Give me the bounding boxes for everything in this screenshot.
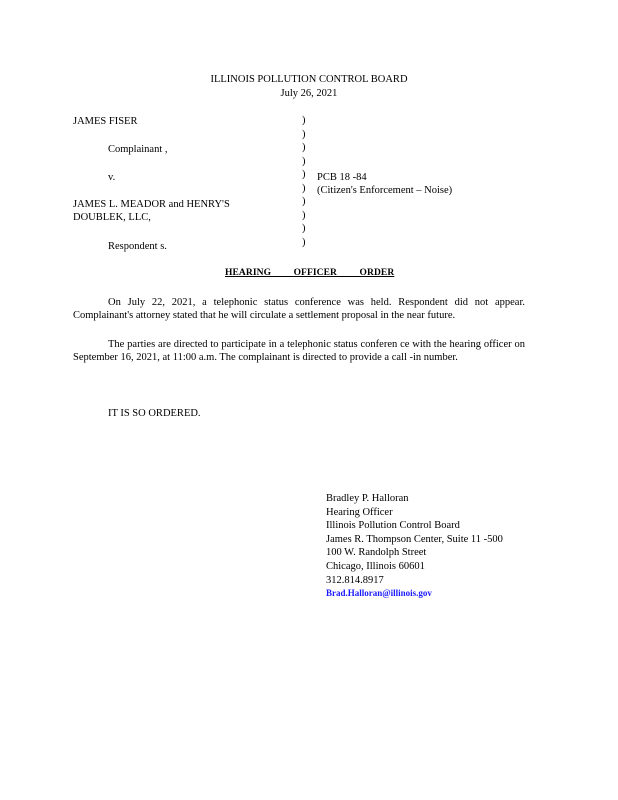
- signer-building: James R. Thompson Center, Suite 11 -500: [326, 533, 503, 545]
- signature-block: [326, 492, 503, 601]
- signer-title: Hearing Officer: [326, 506, 393, 518]
- signer-organization: Illinois Pollution Control Board: [326, 520, 460, 532]
- order-date: July 26, 2021: [280, 88, 338, 99]
- complainant-label: Complainant ,: [108, 144, 168, 155]
- respondent-name-line2: DOUBLEK, LLC,: [73, 212, 151, 223]
- paren-mark: ): [302, 142, 306, 153]
- versus-label: v.: [108, 172, 116, 183]
- case-description: (Citizen's Enforcement – Noise): [317, 185, 453, 196]
- paren-mark: ): [302, 209, 306, 221]
- complainant-name: JAMES FISER: [73, 116, 138, 127]
- signer-email-link[interactable]: Brad.Halloran@illinois.gov: [326, 588, 432, 599]
- paragraph-directive: The parties are directed to participate in a telephonic status conferen ce with the hearing officer on September 16, 2021, at 11:00 a.m. The complainant is directed to provide a call -in number.: [73, 339, 525, 363]
- ordered-statement: IT IS SO ORDERED.: [108, 408, 201, 419]
- signer-name: Bradley P. Halloran: [326, 493, 409, 504]
- paren-mark: ): [302, 169, 306, 180]
- paragraph-status-conference: On July 22, 2021, a telephonic status conference was held. Respondent did not appear. Complainant's attorney stated that he will circulate a settlement proposal in the near future.: [73, 297, 525, 321]
- respondent-name-line1: JAMES L. MEADOR and HENRY'S: [73, 199, 230, 210]
- paren-mark: ): [302, 128, 306, 140]
- signer-street: 100 W. Randolph Street: [326, 547, 427, 559]
- order-title: HEARING OFFICER ORDER: [225, 268, 395, 278]
- paren-mark: ): [302, 182, 306, 194]
- paren-mark: ): [302, 196, 306, 207]
- paren-mark: ): [302, 115, 306, 126]
- signer-phone: 312.814.8917: [326, 574, 384, 586]
- agency-heading: ILLINOIS POLLUTION CONTROL BOARD: [210, 74, 408, 85]
- signer-city: Chicago, Illinois 60601: [326, 560, 425, 572]
- paren-mark: ): [302, 155, 306, 167]
- case-number: PCB 18 -84: [317, 172, 367, 183]
- paren-mark: ): [302, 223, 306, 234]
- caption-parentheses: [302, 114, 306, 249]
- respondent-label: Respondent s.: [108, 241, 167, 252]
- paren-mark: ): [302, 236, 306, 248]
